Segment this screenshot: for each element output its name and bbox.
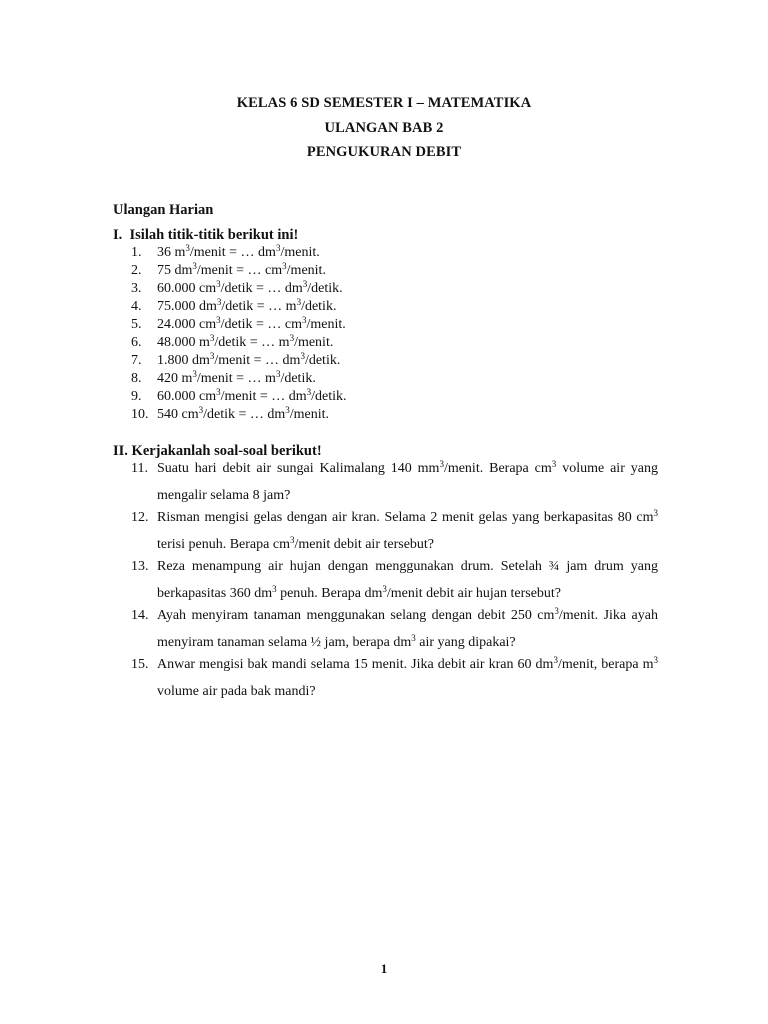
item-text xyxy=(157,388,347,406)
superscript-exponent: 3 xyxy=(209,333,215,343)
superscript-exponent: 3 xyxy=(653,655,658,665)
text-segment: Suatu hari debit air sungai Kalimalang 140 mm xyxy=(157,461,440,476)
item-text xyxy=(157,334,333,352)
question-item xyxy=(113,558,658,607)
superscript-exponent: 3 xyxy=(306,387,312,397)
list-item xyxy=(113,280,673,298)
superscript-exponent: 3 xyxy=(216,315,221,325)
text-segment: Ayah menyiram tanaman menggunakan selang dengan debit 250 cm xyxy=(157,608,555,623)
text-segment: /detik = … dm xyxy=(220,281,303,296)
question-number: 15. xyxy=(131,657,149,672)
list-item xyxy=(113,298,673,316)
text-segment: Anwar mengisi bak mandi selama 15 menit. Jika debit air kran 60 dm xyxy=(157,657,554,672)
text-segment: /menit. xyxy=(294,335,334,350)
list-item xyxy=(113,244,673,262)
text-segment: volume air pada bak mandi? xyxy=(157,683,316,699)
superscript-exponent: 3 xyxy=(216,279,221,289)
text-segment: 60.000 cm xyxy=(157,281,217,296)
superscript-exponent: 3 xyxy=(198,405,204,415)
superscript-exponent: 3 xyxy=(275,369,281,379)
question-item xyxy=(113,509,658,558)
text-segment: /detik = … dm xyxy=(203,407,286,422)
superscript-exponent: 3 xyxy=(216,297,222,307)
text-segment: /detik. xyxy=(304,353,341,368)
superscript-exponent: 3 xyxy=(192,261,197,271)
text-segment: 60.000 cm xyxy=(157,389,217,404)
text-segment: terisi penuh. Berapa cm xyxy=(157,536,290,552)
subtitle-ulangan-harian: Ulangan Harian xyxy=(113,202,214,218)
text-segment: /menit, berapa m xyxy=(557,657,654,672)
text-segment: /menit = … dm xyxy=(214,353,301,368)
text-segment: 75.000 dm xyxy=(157,299,217,314)
text-segment: /menit. xyxy=(289,407,330,422)
text-segment: /menit. Berapa cm xyxy=(443,461,552,476)
text-segment: /menit = … dm xyxy=(189,245,276,260)
question-number: 14. xyxy=(131,608,149,623)
title-block xyxy=(0,94,768,168)
question-text xyxy=(157,603,658,656)
text-segment: /menit = … cm xyxy=(196,263,283,278)
item-text xyxy=(157,316,346,334)
text-segment: 75 dm xyxy=(157,263,193,278)
text-segment: /menit debit air hujan tersebut? xyxy=(386,585,562,601)
item-number: 7. xyxy=(131,353,142,368)
text-segment: /menit. xyxy=(306,317,346,332)
question-text xyxy=(157,554,658,607)
list-item xyxy=(113,388,673,406)
text-segment: /menit. xyxy=(286,263,326,278)
superscript-exponent: 3 xyxy=(382,583,387,594)
superscript-exponent: 3 xyxy=(296,297,302,307)
item-text xyxy=(157,406,329,424)
superscript-exponent: 3 xyxy=(275,243,281,253)
question-item xyxy=(113,460,658,509)
superscript-exponent: 3 xyxy=(289,333,295,343)
superscript-exponent: 3 xyxy=(216,387,221,397)
superscript-exponent: 3 xyxy=(554,606,559,616)
item-number: 3. xyxy=(131,281,142,296)
list-item xyxy=(113,316,673,334)
item-text xyxy=(157,298,336,316)
text-segment: 540 cm xyxy=(157,407,199,422)
page-number: 1 xyxy=(380,961,388,976)
title-class-subject: KELAS 6 SD SEMESTER I – MATEMATIKA xyxy=(236,95,532,111)
text-segment: air yang dipakai? xyxy=(415,634,516,650)
text-segment: /detik. xyxy=(311,389,347,404)
superscript-exponent: 3 xyxy=(285,405,290,415)
question-text xyxy=(157,456,658,509)
item-text xyxy=(157,262,326,280)
superscript-exponent: 3 xyxy=(289,534,295,545)
item-number: 6. xyxy=(131,335,142,350)
item-number: 10. xyxy=(131,407,149,422)
question-text xyxy=(157,652,658,705)
text-segment: /detik = … m xyxy=(221,299,297,314)
item-number: 2. xyxy=(131,263,142,278)
text-segment: 48.000 m xyxy=(157,335,210,350)
list-item xyxy=(113,334,673,352)
item-text xyxy=(157,370,316,388)
list-item xyxy=(113,406,673,424)
section1-list xyxy=(113,244,673,424)
text-segment: 1.800 dm xyxy=(157,353,210,368)
text-segment: /menit debit air tersebut? xyxy=(294,536,435,552)
text-segment: 24.000 cm xyxy=(157,317,217,332)
text-segment: /menit. xyxy=(280,245,320,260)
superscript-exponent: 3 xyxy=(553,655,558,665)
text-segment: /detik. xyxy=(301,299,337,314)
item-number: 5. xyxy=(131,317,142,332)
question-number: 12. xyxy=(131,510,149,525)
superscript-exponent: 3 xyxy=(439,459,444,469)
section2-heading: II. Kerjakanlah soal-soal berikut! xyxy=(113,443,322,459)
question-item xyxy=(113,607,658,656)
text-segment: /menit. Jika ayah menyiram tanaman selama ½ jam, berapa dm xyxy=(157,608,658,650)
text-segment: /detik. xyxy=(280,371,316,386)
item-number: 4. xyxy=(131,299,142,314)
superscript-exponent: 3 xyxy=(282,261,287,271)
title-topic: PENGUKURAN DEBIT xyxy=(306,144,462,160)
section1-heading: I. Isilah titik-titik berikut ini! xyxy=(113,227,299,243)
superscript-exponent: 3 xyxy=(551,459,557,469)
title-chapter: ULANGAN BAB 2 xyxy=(324,119,444,136)
text-segment: /menit = … dm xyxy=(220,389,307,404)
text-segment: /menit = … m xyxy=(196,371,276,386)
superscript-exponent: 3 xyxy=(300,351,305,361)
item-number: 1. xyxy=(131,245,142,260)
text-segment: Reza menampung air hujan dengan menggunakan drum. Setelah ¾ jam drum yang berkapasitas 360 dm xyxy=(157,559,658,601)
question-number: 13. xyxy=(131,559,149,574)
text-segment: volume air yang mengalir selama 8 jam? xyxy=(157,461,658,503)
superscript-exponent: 3 xyxy=(272,583,277,594)
text-segment: 420 m xyxy=(157,371,193,386)
text-segment: /detik = … m xyxy=(214,335,290,350)
item-number: 8. xyxy=(131,371,142,386)
question-text xyxy=(157,505,658,558)
item-text xyxy=(157,352,340,370)
superscript-exponent: 3 xyxy=(302,315,307,325)
item-number: 9. xyxy=(131,389,142,404)
superscript-exponent: 3 xyxy=(653,508,658,518)
superscript-exponent: 3 xyxy=(209,351,215,361)
text-segment: 36 m xyxy=(157,245,186,260)
text-segment: /detik = … cm xyxy=(220,317,302,332)
superscript-exponent: 3 xyxy=(192,369,197,379)
section2-list xyxy=(113,460,658,705)
question-number: 11. xyxy=(131,461,148,476)
item-text xyxy=(157,244,320,262)
question-item xyxy=(113,656,658,705)
text-segment: penuh. Berapa dm xyxy=(276,585,383,601)
superscript-exponent: 3 xyxy=(411,632,416,643)
superscript-exponent: 3 xyxy=(185,243,190,253)
superscript-exponent: 3 xyxy=(302,279,308,289)
item-text xyxy=(157,280,343,298)
list-item xyxy=(113,370,673,388)
text-segment: /detik. xyxy=(307,281,343,296)
list-item xyxy=(113,262,673,280)
list-item xyxy=(113,352,673,370)
text-segment: Risman mengisi gelas dengan air kran. Selama 2 menit gelas yang berkapasitas 80 cm xyxy=(157,510,654,525)
